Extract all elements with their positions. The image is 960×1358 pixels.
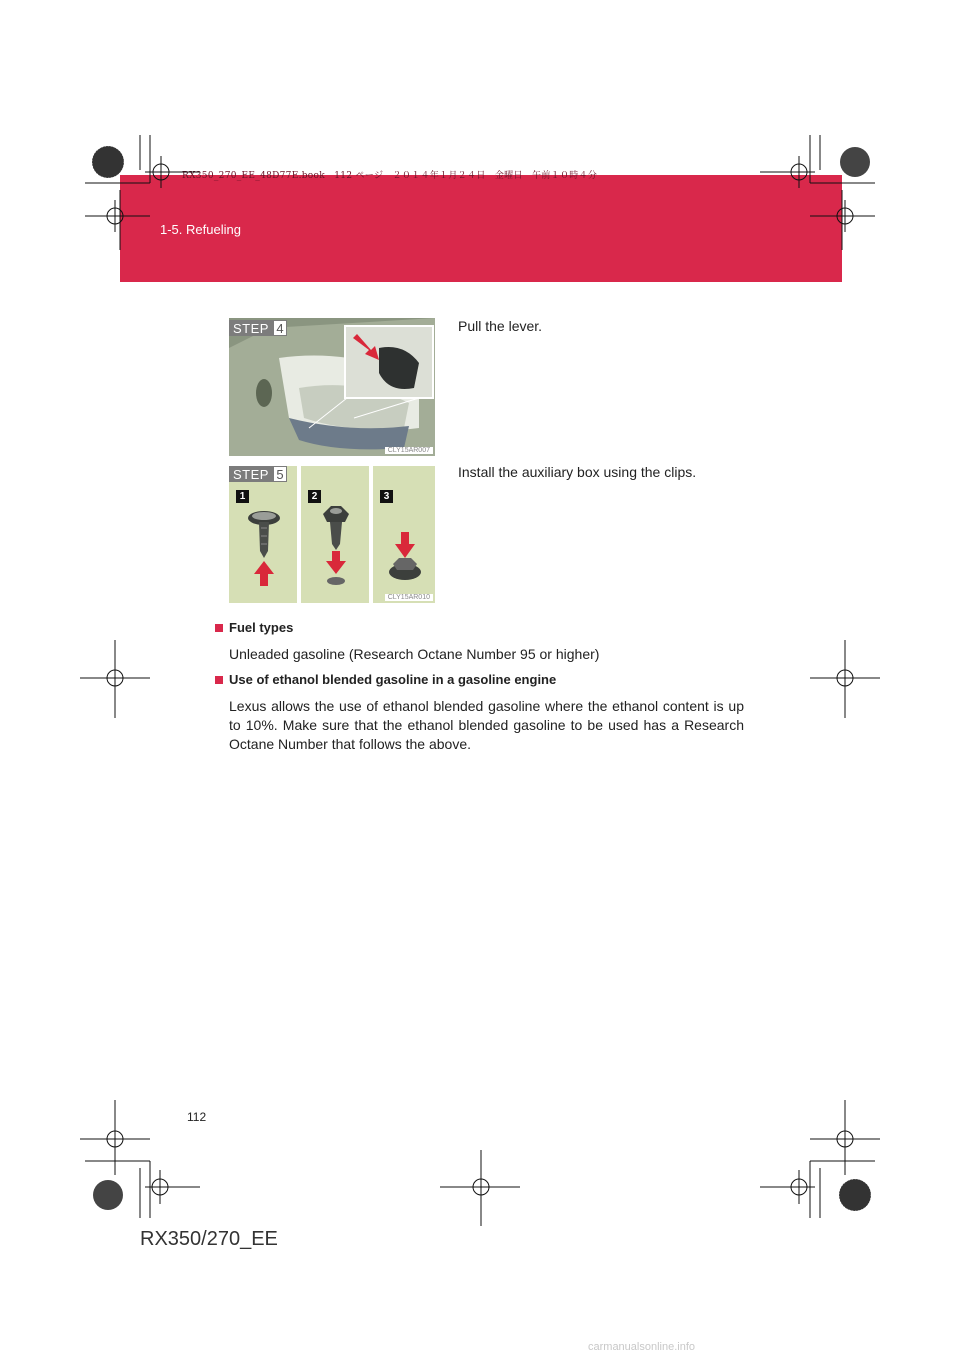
note-heading-text: Fuel types [229, 620, 294, 635]
image-code: CLY15AR007 [385, 447, 433, 454]
clip-illustration [301, 466, 369, 603]
image-code: CLY15AR010 [385, 594, 433, 601]
section-title: 1-5. Refueling [160, 222, 241, 237]
clip-illustration [373, 466, 435, 603]
step-5-image [229, 466, 435, 603]
step-number: 4 [273, 320, 287, 336]
note-heading-text: Use of ethanol blended gasoline in a gasoline engine [229, 672, 557, 687]
starburst-icon [839, 1179, 871, 1211]
step-badge [229, 320, 287, 336]
sub-step-badge: 2 [308, 490, 321, 503]
solid-disc-icon [840, 147, 870, 177]
clip-panel [229, 466, 297, 603]
watermark: carmanualsonline.info [588, 1341, 696, 1353]
step-badge [229, 466, 287, 482]
note-body: Lexus allows the use of ethanol blended gasoline where the ethanol content is up to 10%. Make sure that the ethanol blended gasoline to be used has a Research Octane Number that follows the above. [229, 698, 744, 752]
footer-model: RX350/270_EE [140, 1228, 278, 1250]
arrow-up-icon [254, 561, 274, 586]
step-4-image [229, 318, 435, 456]
print-info: RX350_270_EE_48D77E.book 112 ページ ２０１４年１月２４日 金曜日 午前１０時４分 [182, 171, 598, 181]
clip-illustration [229, 466, 297, 603]
starburst-icon [92, 146, 124, 178]
page-number: 112 [187, 1110, 207, 1124]
step-text: Pull the lever. [458, 318, 543, 334]
solid-disc-icon [93, 1180, 123, 1210]
note-heading [215, 620, 293, 635]
step-number: 5 [273, 466, 287, 482]
note-body: Unleaded gasoline (Research Octane Number 95 or higher) [229, 646, 600, 662]
crosshair-icon [80, 1100, 520, 1226]
arrow-down-icon [395, 532, 415, 558]
step-label: STEP [229, 320, 273, 336]
note-heading [215, 672, 556, 687]
sub-step-badge: 3 [380, 490, 393, 503]
bullet-square-icon [215, 624, 223, 632]
car-trunk-illustration [229, 318, 435, 456]
sub-step-badge: 1 [236, 490, 249, 503]
arrow-down-icon [326, 551, 346, 574]
clip-panel [301, 466, 369, 603]
bullet-square-icon [215, 676, 223, 684]
step-label: STEP [229, 466, 273, 482]
step-text: Install the auxiliary box using the clips. [458, 464, 697, 480]
clip-panel [373, 466, 435, 603]
